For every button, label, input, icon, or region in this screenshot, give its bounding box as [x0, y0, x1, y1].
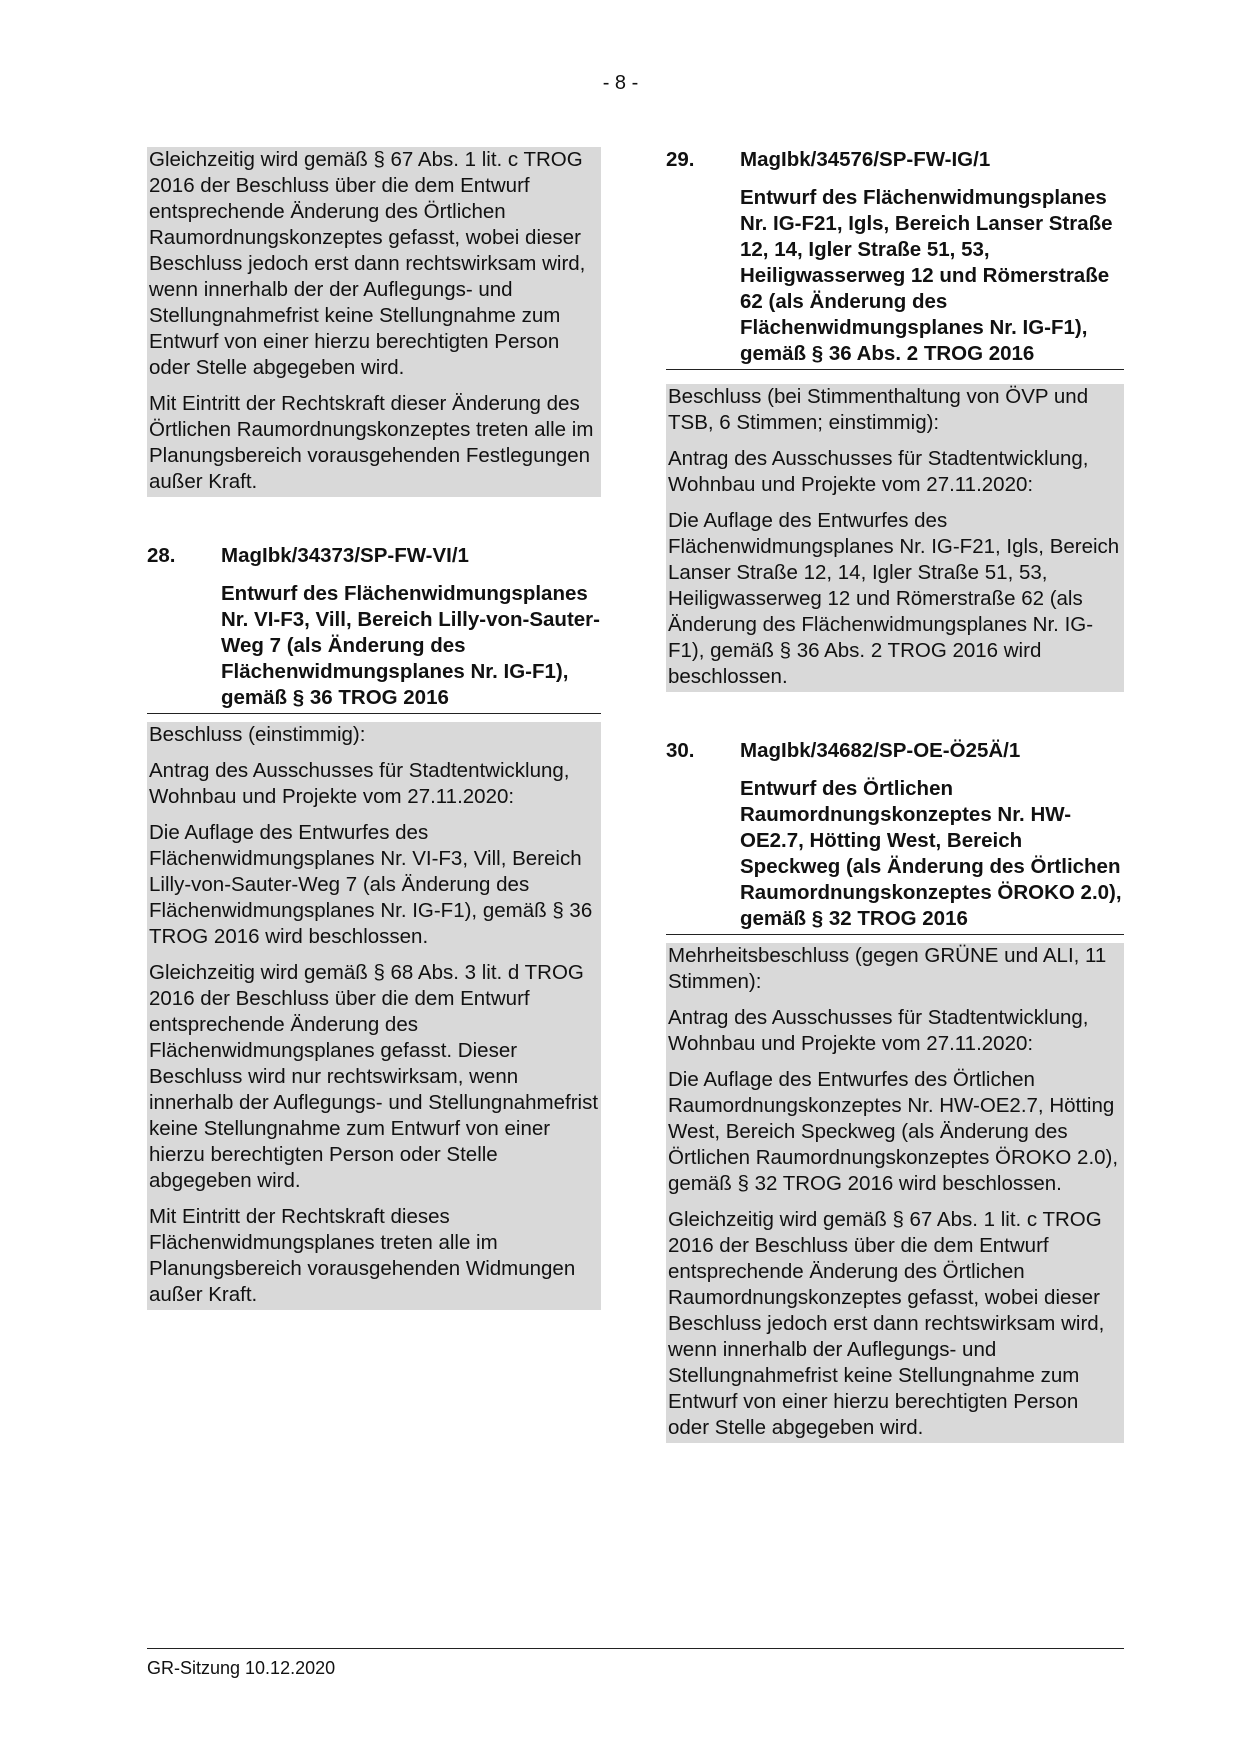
page-number: - 8 - [602, 72, 639, 94]
item-28-header [147, 543, 601, 714]
item-number: 30. [666, 739, 695, 762]
paragraph: Gleichzeitig wird gemäß § 67 Abs. 1 lit. c TROG 2016 der Beschluss über die dem Entwurf entsprechende Änderung des Örtlichen Raumordnungskonzeptes gefasst, wobei dieser Beschluss jedoch erst dann rechtswirksam wird, wenn innerhalb der Auflegungs- und Stellungnahmefrist keine Stellungnahme zum Entwurf von einer hierzu berechtigten Person oder Stelle abgegeben wird. [668, 1208, 1105, 1439]
paragraph: Mehrheitsbeschluss (gegen GRÜNE und ALI, 11 Stimmen): [668, 944, 1107, 993]
paragraph: Beschluss (einstimmig): [149, 723, 366, 746]
paragraph: Gleichzeitig wird gemäß § 67 Abs. 1 lit. c TROG 2016 der Beschluss über die dem Entwurf entsprechende Änderung des Örtlichen Raumordnungskonzeptes gefasst, wobei dieser Beschluss jedoch erst dann rechtswirksam wird, wenn innerhalb der der Auflegungs- und Stellungnahmefrist keine Stellungnahme zum Entwurf von einer hierzu berechtigten Person oder Stelle abgegeben wird. [149, 148, 586, 379]
continuation-block [147, 147, 601, 497]
item-number: 28. [147, 544, 176, 567]
footer-text: GR-Sitzung 10.12.2020 [147, 1658, 336, 1678]
paragraph: Die Auflage des Entwurfes des Flächenwidmungsplanes Nr. IG-F21, Igls, Bereich Lanser Straße 12, 14, Igler Straße 51, 53, Heiligwasserweg 12 und Römerstraße 62 (als Änderung des Flächenwidmungsplanes Nr. IG-F1), gemäß § 36 Abs. 2 TROG 2016 wird beschlossen. [668, 509, 1120, 688]
paragraph: Mit Eintritt der Rechtskraft dieses Flächenwidmungsplanes treten alle im Planungsbereich vorausgehenden Widmungen außer Kraft. [149, 1205, 576, 1306]
paragraph: Die Auflage des Entwurfes des Örtlichen Raumordnungskonzeptes Nr. HW-OE2.7, Hötting West, Bereich Speckweg (als Änderung des Örtlichen Raumordnungskonzeptes ÖROKO 2.0), gemäß § 32 TROG 2016 wird beschlossen. [668, 1068, 1119, 1195]
left-column [147, 147, 601, 1310]
footer-divider [147, 1648, 1124, 1649]
item-30-body [666, 943, 1124, 1443]
right-column [666, 147, 1124, 1443]
paragraph: Mit Eintritt der Rechtskraft dieser Änderung des Örtlichen Raumordnungskonzeptes treten alle im Planungsbereich vorausgehenden Festlegungen außer Kraft. [149, 392, 594, 493]
item-code: MagIbk/34576/SP-FW-IG/1 [740, 148, 991, 171]
paragraph: Gleichzeitig wird gemäß § 68 Abs. 3 lit. d TROG 2016 der Beschluss über die dem Entwurf entsprechende Änderung des Flächenwidmungsplanes gefasst. Dieser Beschluss wird nur rechtswirksam, wenn innerhalb der Auflegungs- und Stellungnahmefrist keine Stellungnahme zum Entwurf von einer hierzu berechtigten Person oder Stelle abgegeben wird. [149, 961, 599, 1192]
item-title: Entwurf des Flächenwidmungsplanes Nr. IG-F21, Igls, Bereich Lanser Straße 12, 14, Igler Straße 51, 53, Heiligwasserweg 12 und Römerstraße 62 (als Änderung des Flächenwidmungsplanes Nr. IG-F1), gemäß § 36 Abs. 2 TROG 2016 [740, 186, 1113, 365]
item-number: 29. [666, 148, 695, 171]
paragraph: Antrag des Ausschusses für Stadtentwicklung, Wohnbau und Projekte vom 27.11.2020: [149, 759, 570, 808]
paragraph: Beschluss (bei Stimmenthaltung von ÖVP und TSB, 6 Stimmen; einstimmig): [668, 385, 1089, 434]
item-29-header [666, 147, 1124, 370]
item-code: MagIbk/34373/SP-FW-VI/1 [221, 544, 469, 567]
item-code: MagIbk/34682/SP-OE-Ö25Ä/1 [740, 739, 1021, 762]
paragraph: Antrag des Ausschusses für Stadtentwicklung, Wohnbau und Projekte vom 27.11.2020: [668, 1006, 1089, 1055]
item-28-body [147, 722, 601, 1310]
item-title: Entwurf des Flächenwidmungsplanes Nr. VI-F3, Vill, Bereich Lilly-von-Sauter-Weg 7 (als Änderung des Flächenwidmungsplanes Nr. IG-F1), gemäß § 36 TROG 2016 [221, 582, 600, 709]
item-title: Entwurf des Örtlichen Raumordnungskonzeptes Nr. HW-OE2.7, Hötting West, Bereich Speckweg (als Änderung des Örtlichen Raumordnungskonzeptes ÖROKO 2.0), gemäß § 32 TROG 2016 [740, 777, 1122, 930]
item-29-body [666, 384, 1124, 692]
paragraph: Die Auflage des Entwurfes des Flächenwidmungsplanes Nr. VI-F3, Vill, Bereich Lilly-von-Sauter-Weg 7 (als Änderung des Flächenwidmungsplanes Nr. IG-F1), gemäß § 36 TROG 2016 wird beschlossen. [149, 821, 593, 948]
item-30-header [666, 738, 1124, 935]
paragraph: Antrag des Ausschusses für Stadtentwicklung, Wohnbau und Projekte vom 27.11.2020: [668, 447, 1089, 496]
